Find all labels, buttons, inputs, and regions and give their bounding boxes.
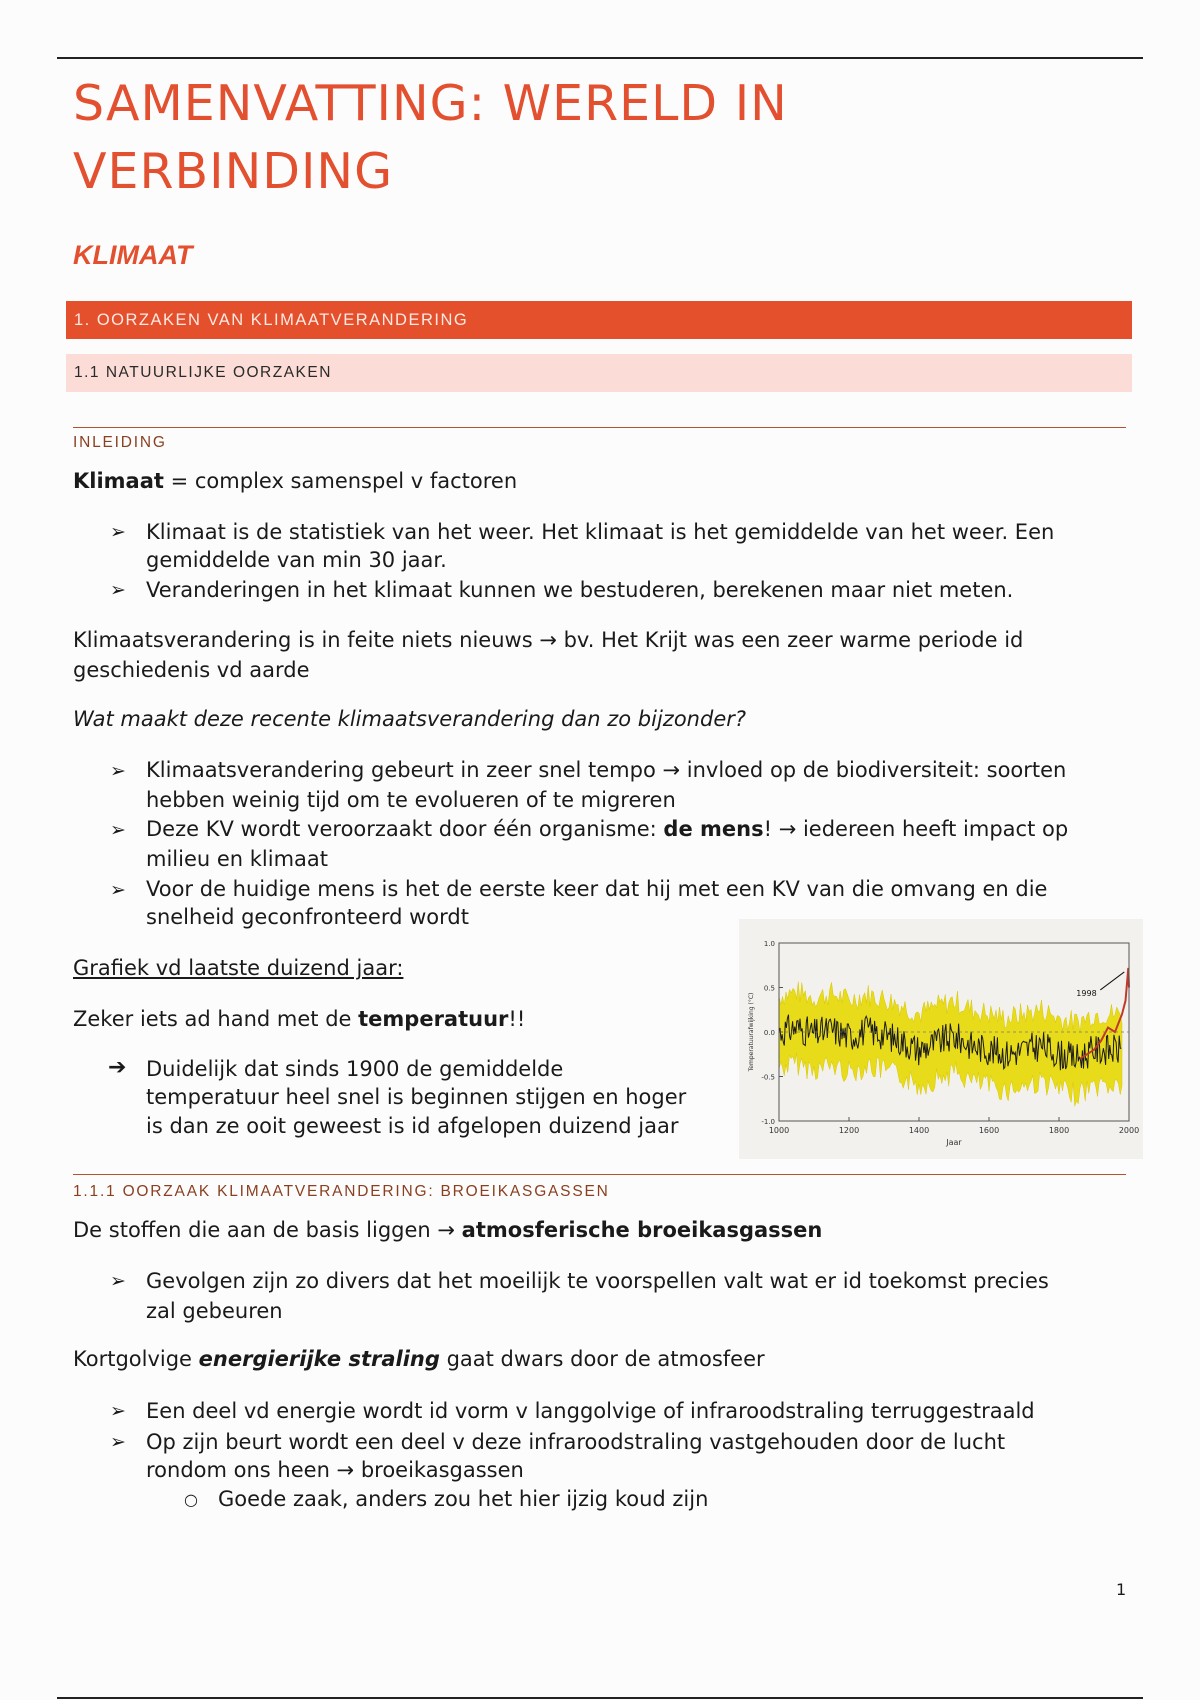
bullet-text: Voor de huidige mens is het de eerste keer dat hij met een KV van die omvang en die [146,877,1048,901]
bullet-arrow-icon: ➢ [110,1270,126,1292]
bullet-text: zal gebeuren [146,1299,283,1323]
paragraph-temperatuur: Zeker iets ad hand met de temperatuur!! [73,1007,526,1031]
top-rule [57,57,1143,59]
bullet-text: gemiddelde van min 30 jaar. [146,548,447,572]
x-tick-label: 1200 [838,1126,860,1135]
bullet-arrow-icon: ➢ [110,1431,126,1453]
bullet-arrow-icon: ➢ [110,760,126,782]
heading-inleiding: INLEIDING [73,434,167,451]
bullet-arrow-icon: ➢ [110,1400,126,1422]
x-tick-label: 1800 [1048,1126,1070,1135]
heading-3-rule [73,427,1126,428]
sub-bullet-text: Goede zaak, anders zou het hier ijzig koud zijn [218,1487,709,1511]
bullet-text: Veranderingen in het klimaat kunnen we bestuderen, berekenen maar niet meten. [146,578,1014,602]
bullet-text: Gevolgen zijn zo divers dat het moeilijk te voorspellen valt wat er id toekomst precies [146,1269,1049,1293]
bullet-text: Een deel vd energie wordt id vorm v langgolvige of infraroodstraling terruggestraald [146,1399,1035,1423]
heading-3-rule [73,1174,1126,1175]
sub-bullet-circle-icon: ○ [184,1490,198,1509]
x-tick-label: 1400 [908,1126,930,1135]
heading-broeikasgassen: 1.1.1 OORZAAK KLIMAATVERANDERING: BROEIKASGASSEN [73,1183,610,1200]
bottom-rule [57,1697,1143,1699]
bullet-arrow-icon: ➢ [110,879,126,901]
bold-arrow-icon: ➔ [108,1055,127,1080]
page-number: 1 [1116,1580,1127,1599]
bullet-text: snelheid geconfronteerd wordt [146,905,469,929]
paragraph-klimaat: Klimaat = complex samenspel v factoren [73,469,518,493]
arrow-text: temperatuur heel snel is beginnen stijgen en hoger [146,1085,687,1109]
arrow-text: is dan ze ooit geweest is id afgelopen duizend jaar [146,1114,679,1138]
bullet-arrow-icon: ➢ [110,579,126,601]
question-text: Wat maakt deze recente klimaatsverandering dan zo bijzonder? [73,707,747,731]
x-tick-label: 1600 [978,1126,1000,1135]
graph-caption: Grafiek vd laatste duizend jaar: [73,956,404,980]
bullet-arrow-icon: ➢ [110,819,126,841]
bullet-text: hebben weinig tijd om te evolueren of te migreren [146,788,676,812]
y-tick-label: 0.0 [763,1029,775,1037]
section-heading: KLIMAAT [73,240,193,270]
bullet-text: Klimaat is de statistiek van het weer. Het klimaat is het gemiddelde van het weer. Een [146,520,1055,544]
annotation-arrow [1100,972,1124,990]
y-tick-label: -0.5 [761,1073,775,1082]
document-title: SAMENVATTING: WERELD IN VERBINDING [73,75,788,200]
paragraph-straling: Kortgolvige energierijke straling gaat dwars door de atmosfeer [73,1347,765,1371]
heading-2-bar: 1.1 NATUURLIJKE OORZAKEN [66,354,1132,392]
y-tick-label: 0.5 [763,984,775,993]
bullet-text: Klimaatsverandering gebeurt in zeer snel tempo → invloed op de biodiversiteit: soorten [146,758,1067,782]
x-tick-label: 1000 [768,1126,790,1135]
bullet-text: Op zijn beurt wordt een deel v deze infraroodstraling vastgehouden door de lucht [146,1430,1006,1454]
bullet-text: milieu en klimaat [146,847,329,871]
paragraph-line: geschiedenis vd aarde [73,658,310,682]
temperature-chart [739,919,1143,1159]
bullet-text: Deze KV wordt veroorzaakt door één organisme: de mens! → iedereen heeft impact op [146,817,1069,841]
bullet-arrow-icon: ➢ [110,521,126,543]
y-tick-label: 1.0 [763,940,775,948]
temperature-chart-svg [739,919,1143,1159]
y-axis-label: Temperatuurafwijking (°C) [748,992,755,1072]
x-axis-label: Jaar [946,1138,962,1147]
arrow-text: Duidelijk dat sinds 1900 de gemiddelde [146,1057,564,1081]
heading-1-bar: 1. OORZAKEN VAN KLIMAATVERANDERING [66,301,1132,339]
annotation-label: 1998 [1076,988,1097,998]
x-tick-label: 2000 [1118,1126,1140,1135]
bullet-text: rondom ons heen → broeikasgassen [146,1458,524,1482]
y-tick-label: -1.0 [761,1118,775,1126]
paragraph-line: Klimaatsverandering is in feite niets nieuws → bv. Het Krijt was een zeer warme periode id [73,628,1024,652]
paragraph-stoffen: De stoffen die aan de basis liggen → atmosferische broeikasgassen [73,1218,823,1242]
